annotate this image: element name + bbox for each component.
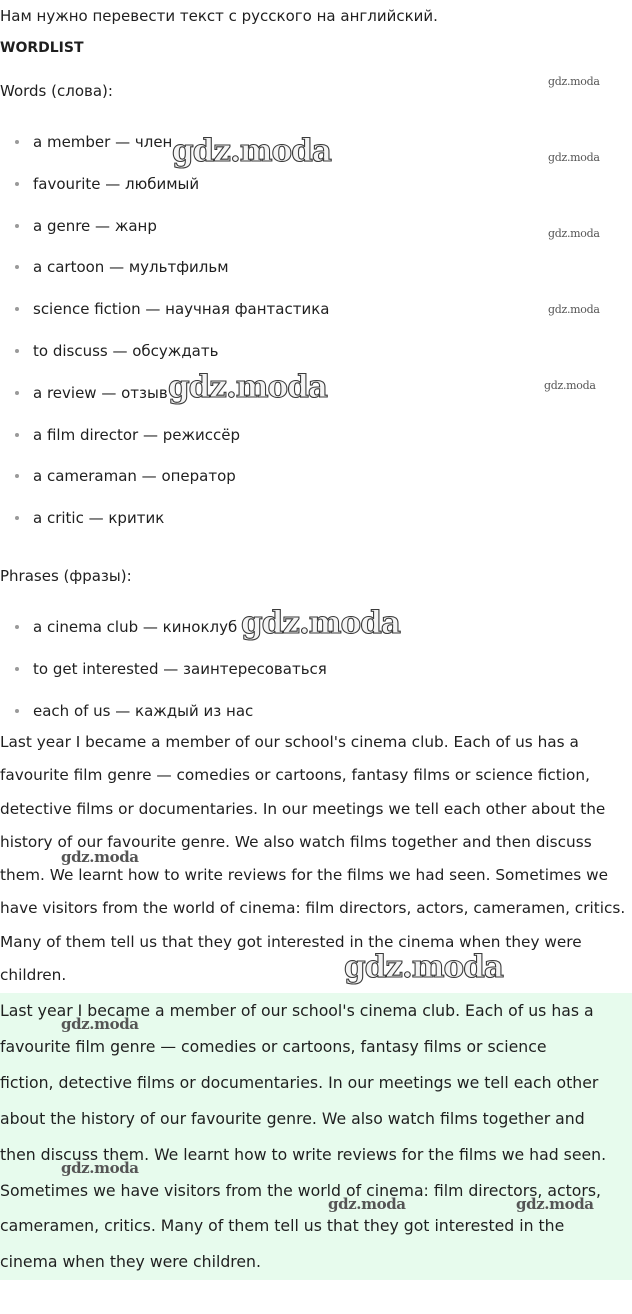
watermark-large: gdz.moda: [241, 605, 400, 641]
list-item: [0, 298, 400, 340]
watermark-medium: gdz.moda: [61, 1159, 139, 1177]
word-entry: a cartoon — мультфильм: [33, 258, 229, 277]
word-entry: a critic — критик: [33, 509, 165, 528]
bullet-icon: [15, 625, 19, 629]
watermark-small: gdz.moda: [548, 75, 600, 88]
list-item: [0, 215, 400, 257]
translation-line: Sometimes we have visitors from the world of cinema: film directors, actors,: [0, 1180, 601, 1200]
wordlist-heading: WORDLIST: [0, 40, 84, 56]
text-line: Last year I became a member of our school's cinema club. Each of us has a: [0, 733, 579, 751]
watermark-small: gdz.moda: [544, 379, 596, 392]
list-item: [0, 658, 400, 700]
words-label: Words (слова):: [0, 82, 113, 100]
phrase-entry: to get interested — заинтересоваться: [33, 659, 327, 678]
bullet-icon: [15, 709, 19, 713]
text-line: have visitors from the world of cinema: film directors, actors, cameramen, critics.: [0, 899, 626, 918]
watermark-large: gdz.moda: [344, 949, 503, 985]
watermark-small: gdz.moda: [548, 303, 600, 316]
word-entry: to discuss — обсуждать: [33, 341, 219, 360]
translation-text: [0, 993, 632, 1280]
list-item: [0, 507, 400, 549]
text-line: detective films or documentaries. In our meetings we tell each other about the: [0, 799, 606, 818]
watermark-medium: gdz.moda: [61, 848, 139, 866]
intro-text: Нам нужно перевести текст с русского на английский.: [0, 7, 438, 25]
translation-line: cameramen, critics. Many of them tell us that they got interested in the: [0, 1216, 565, 1236]
word-entry: favourite — любимый: [33, 174, 200, 193]
word-entry: science fiction — научная фантастика: [33, 300, 330, 319]
bullet-icon: [15, 307, 19, 311]
translation-line: fiction, detective films or documentaries. In our meetings we tell each other: [0, 1072, 599, 1092]
translation-line: then discuss them. We learnt how to write reviews for the films we had seen.: [0, 1144, 607, 1164]
bullet-icon: [15, 474, 19, 478]
text-line: history of our favourite genre. We also watch films together and then discuss: [0, 832, 592, 851]
bullet-icon: [15, 516, 19, 520]
list-item: [0, 173, 400, 215]
translation-line: about the history of our favourite genre. We also watch films together and: [0, 1108, 585, 1128]
list-item: [0, 424, 400, 466]
text-line: children.: [0, 966, 67, 985]
list-item: [0, 256, 400, 298]
phrase-entry: each of us — каждый из нас: [33, 701, 254, 720]
bullet-icon: [15, 140, 19, 144]
word-entry: a film director — режиссёр: [33, 425, 240, 444]
text-line: favourite film genre — comedies or cartoons, fantasy films or science fiction,: [0, 766, 590, 785]
bullet-icon: [15, 433, 19, 437]
list-item: [0, 465, 400, 507]
bullet-icon: [15, 224, 19, 228]
watermark-medium: gdz.moda: [516, 1195, 594, 1213]
watermark-small: gdz.moda: [548, 227, 600, 240]
word-entry: a member — член: [33, 133, 173, 151]
bullet-icon: [15, 265, 19, 269]
watermark-large: gdz.moda: [168, 369, 327, 405]
watermark-large: gdz.moda: [172, 133, 331, 169]
word-entry: a genre — жанр: [33, 216, 157, 235]
bullet-icon: [15, 182, 19, 186]
phrases-label: Phrases (фразы):: [0, 567, 132, 585]
word-entry: a review — отзыв: [33, 383, 168, 402]
phrase-entry: a cinema club — киноклуб: [33, 618, 238, 636]
words-list: [0, 131, 400, 549]
text-line: Many of them tell us that they got interested in the cinema when they were: [0, 932, 582, 951]
translation-line: cinema when they were children.: [0, 1252, 261, 1272]
bullet-icon: [15, 667, 19, 671]
text-line: them. We learnt how to write reviews for the films we had seen. Sometimes we: [0, 866, 609, 885]
translation-line: Last year I became a member of our school's cinema club. Each of us has a: [0, 1001, 594, 1020]
watermark-medium: gdz.moda: [61, 1015, 139, 1033]
watermark-medium: gdz.moda: [328, 1195, 406, 1213]
word-entry: a cameraman — оператор: [33, 467, 236, 486]
watermark-small: gdz.moda: [548, 151, 600, 164]
bullet-icon: [15, 391, 19, 395]
bullet-icon: [15, 349, 19, 353]
translation-line: favourite film genre — comedies or cartoons, fantasy films or science: [0, 1036, 547, 1056]
